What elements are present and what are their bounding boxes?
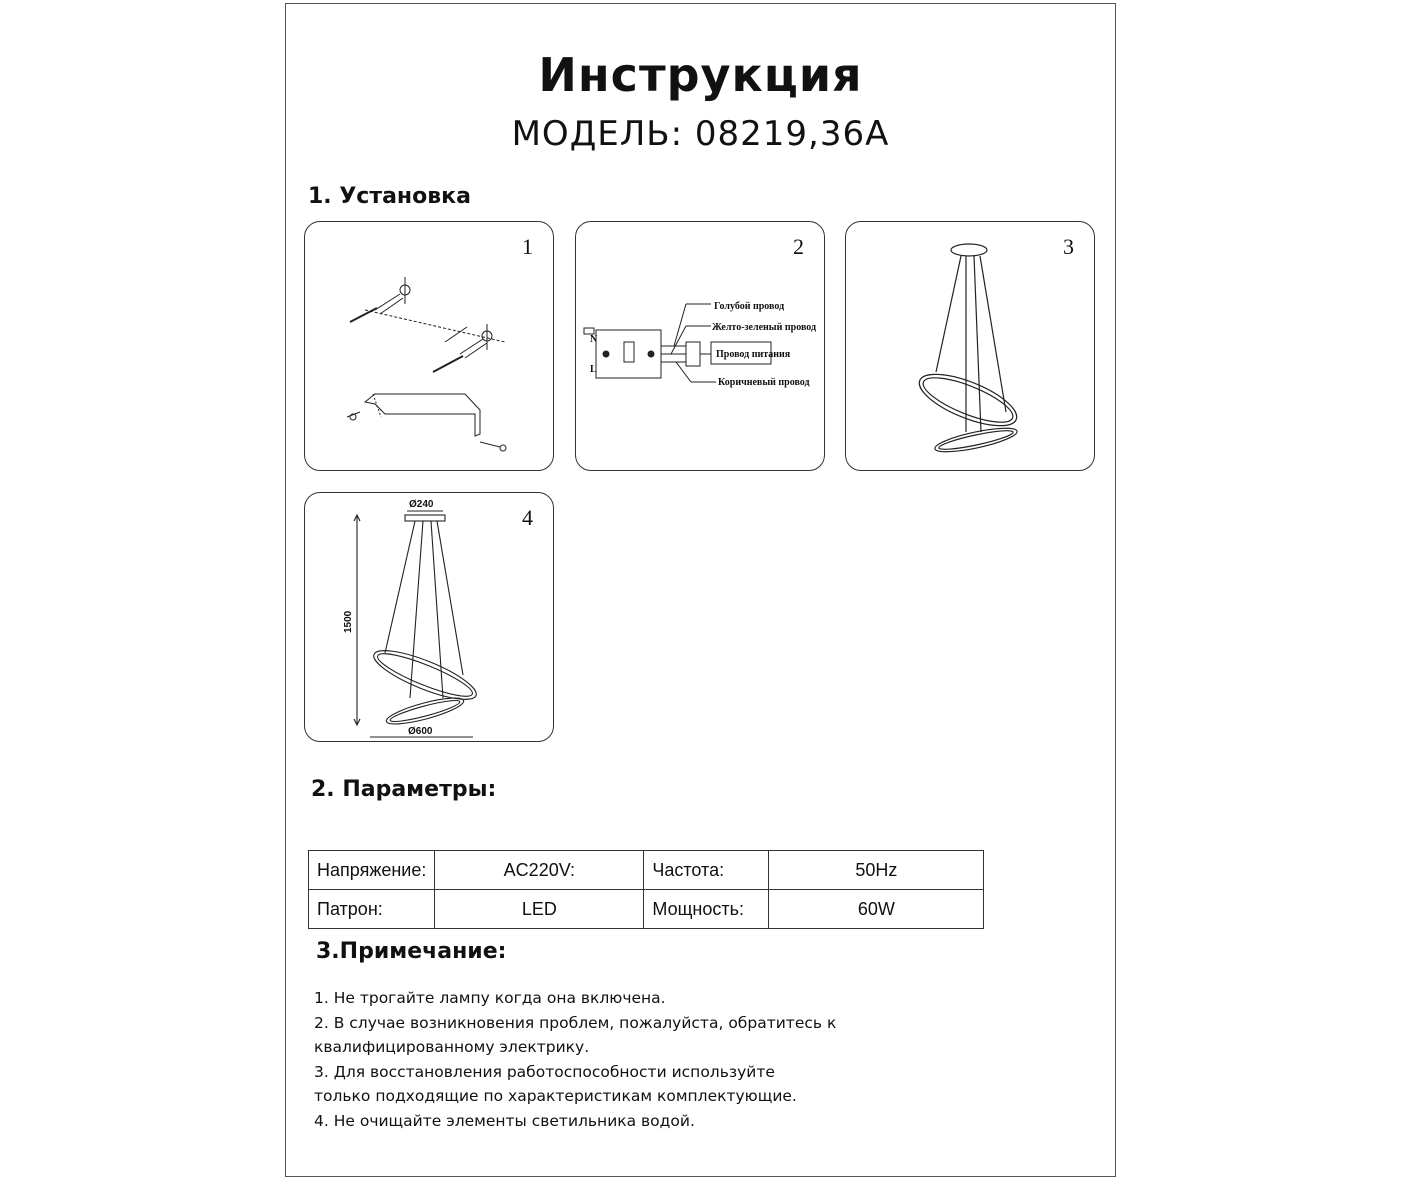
wiring-diagram: [576, 222, 825, 471]
height-label: 1500: [343, 610, 354, 633]
bottom-diameter-label: Ø600: [408, 726, 433, 737]
step-number: 2: [793, 234, 804, 259]
note-line: только подходящие по характеристикам комплектующие.: [314, 1087, 797, 1105]
install-step-4-panel: [304, 492, 554, 742]
step-number: 3: [1063, 234, 1074, 259]
page-title: Инструкция: [538, 48, 863, 102]
step-number: 1: [522, 234, 533, 259]
notes-list: [314, 986, 836, 1133]
note-line: 4. Не очищайте элементы светильника водой.: [314, 1111, 695, 1130]
param-label: Напряжение:: [309, 851, 435, 890]
param-label: Патрон:: [309, 890, 435, 929]
param-label: Частота:: [644, 851, 769, 890]
terminal-mark-n: N: [590, 334, 598, 345]
section-parameters-heading: 2. Параметры:: [311, 777, 497, 802]
param-value: AC220V:: [435, 851, 644, 890]
param-value: 50Hz: [769, 851, 984, 890]
parameters-table: [308, 850, 984, 929]
install-step-2-panel: [575, 221, 825, 471]
wire-label-blue: Голубой провод: [714, 301, 785, 312]
dimensions-diagram: [305, 493, 554, 742]
section-notes-heading: 3.Примечание:: [316, 939, 507, 964]
note-line: 3. Для восстановления работоспособности используйте: [314, 1062, 775, 1081]
section-installation-heading: 1. Установка: [308, 184, 471, 209]
param-value: 60W: [769, 890, 984, 929]
install-step-1-panel: [304, 221, 554, 471]
top-diameter-label: Ø240: [409, 499, 434, 510]
note-line: 2. В случае возникновения проблем, пожалуйста, обратитесь к: [314, 1013, 837, 1032]
note-line: 1. Не трогайте лампу когда она включена.: [314, 989, 666, 1007]
table-row: [309, 851, 984, 890]
lamp-illustration: [846, 222, 1095, 471]
step-number: 4: [522, 505, 533, 530]
param-value: LED: [435, 890, 644, 929]
table-row: [309, 890, 984, 929]
note-line: квалифицированному электрику.: [314, 1038, 590, 1056]
param-label: Мощность:: [644, 890, 769, 929]
wire-label-brown: Коричневый провод: [718, 377, 810, 388]
mounting-diagram: [305, 222, 554, 471]
model-number: МОДЕЛЬ: 08219,36A: [511, 114, 890, 154]
install-step-3-panel: [845, 221, 1095, 471]
wire-label-yellow-green: Желто-зеленый провод: [712, 322, 817, 333]
instruction-sheet: [285, 3, 1116, 1177]
terminal-mark-l: L: [590, 364, 597, 375]
wire-label-power: Провод питания: [716, 349, 791, 360]
